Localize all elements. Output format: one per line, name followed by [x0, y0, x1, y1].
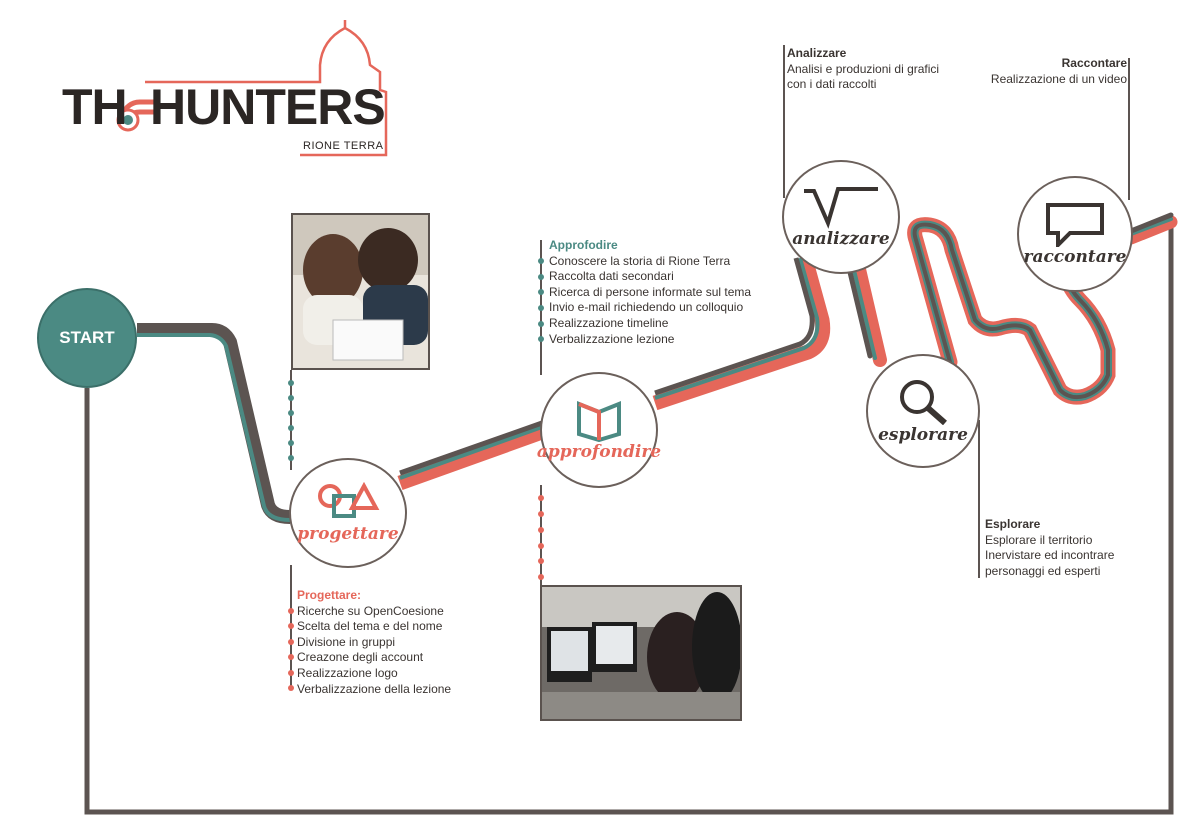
- logo-subtitle: RIONE TERRA: [303, 140, 384, 152]
- approfondire-item: Invio e-mail richiedendo un colloquio: [549, 300, 744, 315]
- magnifier-icon: [895, 377, 951, 425]
- approfondire-label: approfondire: [536, 442, 662, 462]
- raccontare-label: raccontare: [1023, 247, 1127, 267]
- book-icon: [573, 398, 625, 442]
- progettare-item: Realizzazione logo: [297, 665, 398, 680]
- lab-photo: [540, 585, 742, 721]
- node-raccontare: [1017, 176, 1133, 292]
- node-analizzare: [782, 160, 900, 274]
- shapes-icon: [316, 482, 380, 524]
- start-label: START: [59, 328, 115, 347]
- node-esplorare: [866, 354, 980, 468]
- approfondire-item: Raccolta dati secondari: [549, 269, 674, 284]
- esplorare-item: personaggi ed esperti: [985, 563, 1101, 578]
- progettare-label: progettare: [297, 524, 399, 544]
- approfondire-item: Conoscere la storia di Rione Terra: [549, 253, 731, 268]
- esplorare-item: Esplorare il territorio: [985, 532, 1093, 547]
- esplorare-text: [985, 517, 1114, 579]
- radical-icon: [802, 185, 880, 229]
- students-photo: [291, 213, 430, 370]
- progettare-item: Scelta del tema e del nome: [297, 619, 443, 634]
- progettare-item: Creazone degli account: [297, 650, 424, 665]
- speech-bubble-icon: [1044, 201, 1106, 247]
- esplorare-title: Esplorare: [985, 517, 1041, 531]
- progettare-item: Verbalizzazione della lezione: [297, 681, 452, 696]
- analizzare-item: con i dati raccolti: [787, 77, 877, 92]
- start-node: [37, 288, 137, 388]
- logo-word-left: TH: [62, 79, 127, 135]
- logo: [60, 20, 400, 160]
- analizzare-label: analizzare: [792, 229, 890, 249]
- progettare-item: Ricerche su OpenCoesione: [297, 603, 444, 618]
- approfondire-text: [549, 238, 751, 347]
- approfondire-item: Realizzazione timeline: [549, 315, 669, 330]
- students-photo-image: [293, 215, 428, 368]
- esplorare-item: Inervistare ed incontrare: [985, 548, 1115, 563]
- node-progettare: [289, 458, 407, 568]
- node-approfondire: [536, 372, 662, 488]
- progettare-title: Progettare:: [297, 588, 362, 602]
- lab-photo-image: [542, 587, 740, 719]
- logo-word-right: HUNTERS: [150, 79, 385, 135]
- raccontare-title: Raccontare: [1061, 56, 1127, 70]
- progettare-item: Divisione in gruppi: [297, 634, 396, 649]
- analizzare-item: Analisi e produzioni di grafici: [787, 61, 940, 76]
- progettare-text: [297, 588, 451, 697]
- raccontare-item: Realizzazione di un video: [990, 71, 1127, 86]
- esplorare-label: esplorare: [878, 425, 968, 445]
- road-start-progettare: [137, 330, 290, 520]
- approfondire-item: Verbalizzazione lezione: [549, 331, 675, 346]
- approfondire-title: Approfodire: [549, 238, 618, 252]
- analizzare-text: [787, 46, 939, 93]
- raccontare-text: [985, 56, 1127, 87]
- analizzare-title: Analizzare: [787, 46, 847, 60]
- approfondire-item: Ricerca di persone informate sul tema: [549, 284, 752, 299]
